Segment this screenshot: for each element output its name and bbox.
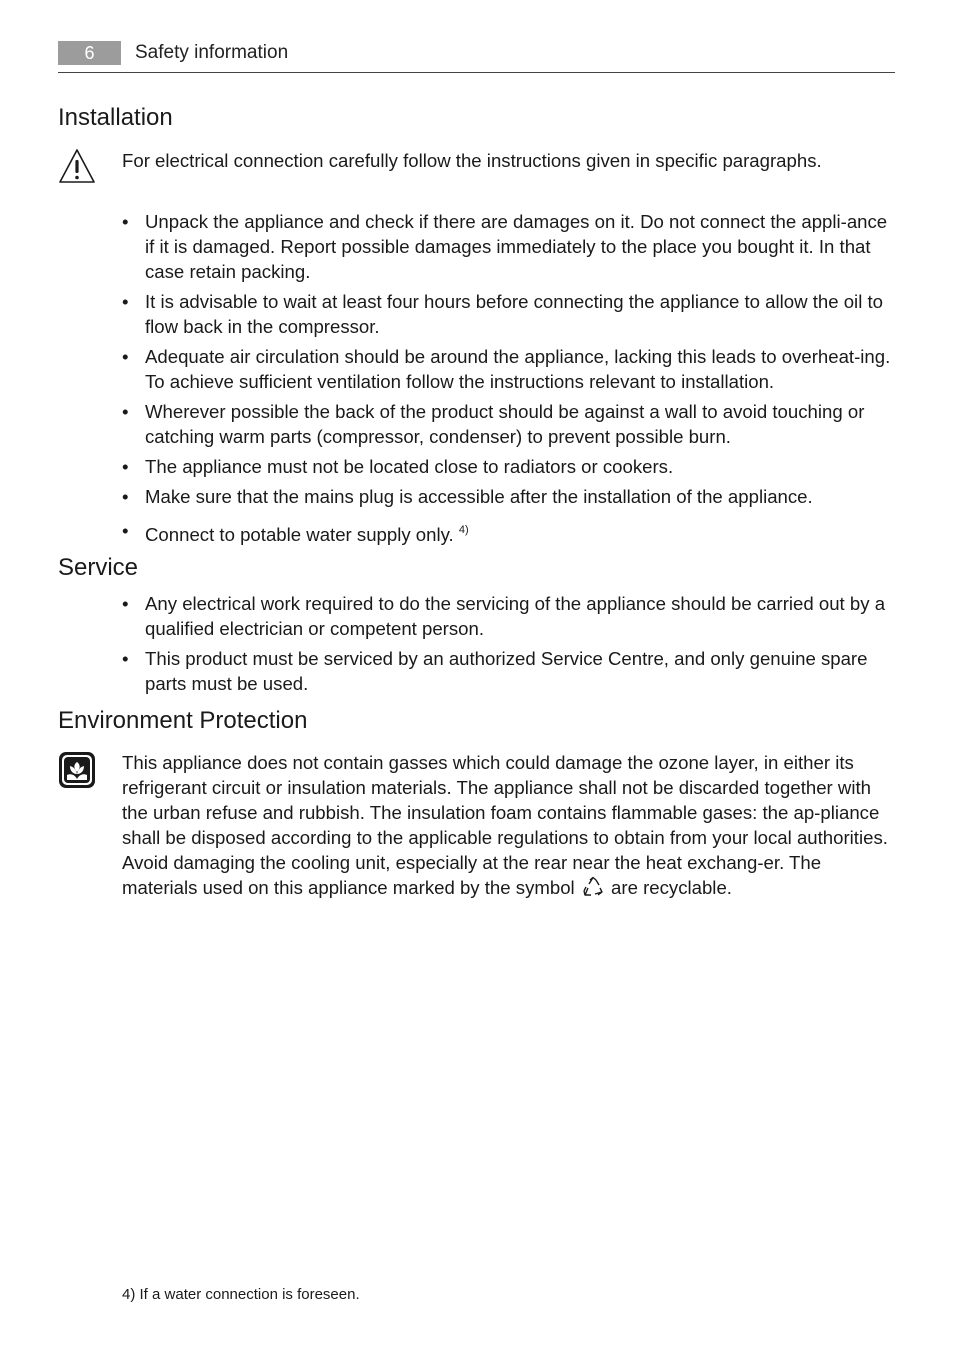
bullet-dot: •: [122, 291, 129, 312]
list-item: • This product must be serviced by an authorized Service Centre, and only genuine spare parts must be used.: [122, 648, 868, 694]
bullet-dot: •: [122, 648, 129, 669]
installation-warning-text: For electrical connection carefully follow the instructions given in specific paragraphs.: [122, 150, 822, 171]
list-item: • Wherever possible the back of the product should be against a wall to avoid touching or catching warm parts (compressor, condenser) to prevent possible burn.: [122, 401, 865, 447]
warning-triangle-icon: [58, 147, 96, 190]
page-header: [58, 40, 895, 73]
list-item: • Any electrical work required to do the servicing of the appliance should be carried out by a qualified electrician or competent person.: [122, 593, 886, 639]
list-item: • The appliance must not be located close to radiators or cookers.: [122, 456, 674, 477]
bullet-dot: •: [122, 456, 129, 477]
section-title: Safety information: [135, 42, 289, 63]
installation-heading: Installation: [58, 104, 173, 131]
recycle-icon: [582, 876, 604, 904]
bullet-dot: •: [122, 401, 129, 422]
bullet-dot: •: [122, 593, 129, 614]
list-item: • Make sure that the mains plug is accessible after the installation of the appliance.: [122, 486, 813, 507]
bullet-dot: •: [122, 520, 129, 541]
list-item: • Adequate air circulation should be around the appliance, lacking this leads to overheat-ing. To achieve sufficient ventilation follow the instructions relevant to installation.: [122, 346, 891, 392]
page-number: 6: [58, 41, 121, 65]
installation-list: [122, 209, 894, 552]
bullet-dot: •: [122, 211, 129, 232]
environment-heading: Environment Protection: [58, 707, 308, 734]
footnote-reference: 4): [458, 524, 469, 536]
service-list: [122, 591, 894, 701]
environment-text: This appliance does not contain gasses which could damage the ozone layer, in either its refrigerant circuit or insulation materials. The appliance shall not be discarded together with the urban refuse and rubbish. The insulation foam contains flammable gases: the ap-pliance shall be disposed according to the applicable regulations to obtain from your local authorities. Avoid damaging the cooling unit, especially at the rear near the heat exchang-er. The materials used on this appliance marked by the symbol are recyclable.: [122, 750, 892, 904]
list-item: • It is advisable to wait at least four hours before connecting the appliance to allow the oil to flow back in the compressor.: [122, 291, 883, 337]
service-heading: Service: [58, 554, 139, 581]
bullet-dot: •: [122, 486, 129, 507]
bullet-dot: •: [122, 346, 129, 367]
environment-flower-icon: [58, 751, 96, 794]
footnote: 4) If a water connection is foreseen.: [122, 1286, 360, 1303]
list-item: • Connect to potable water supply only. $^{4)}$: [122, 520, 469, 545]
list-item: • Unpack the appliance and check if there are damages on it. Do not connect the appli-ance if it is damaged. Report possible damages immediately to the place you bought it. In that case retain packing.: [122, 211, 888, 282]
